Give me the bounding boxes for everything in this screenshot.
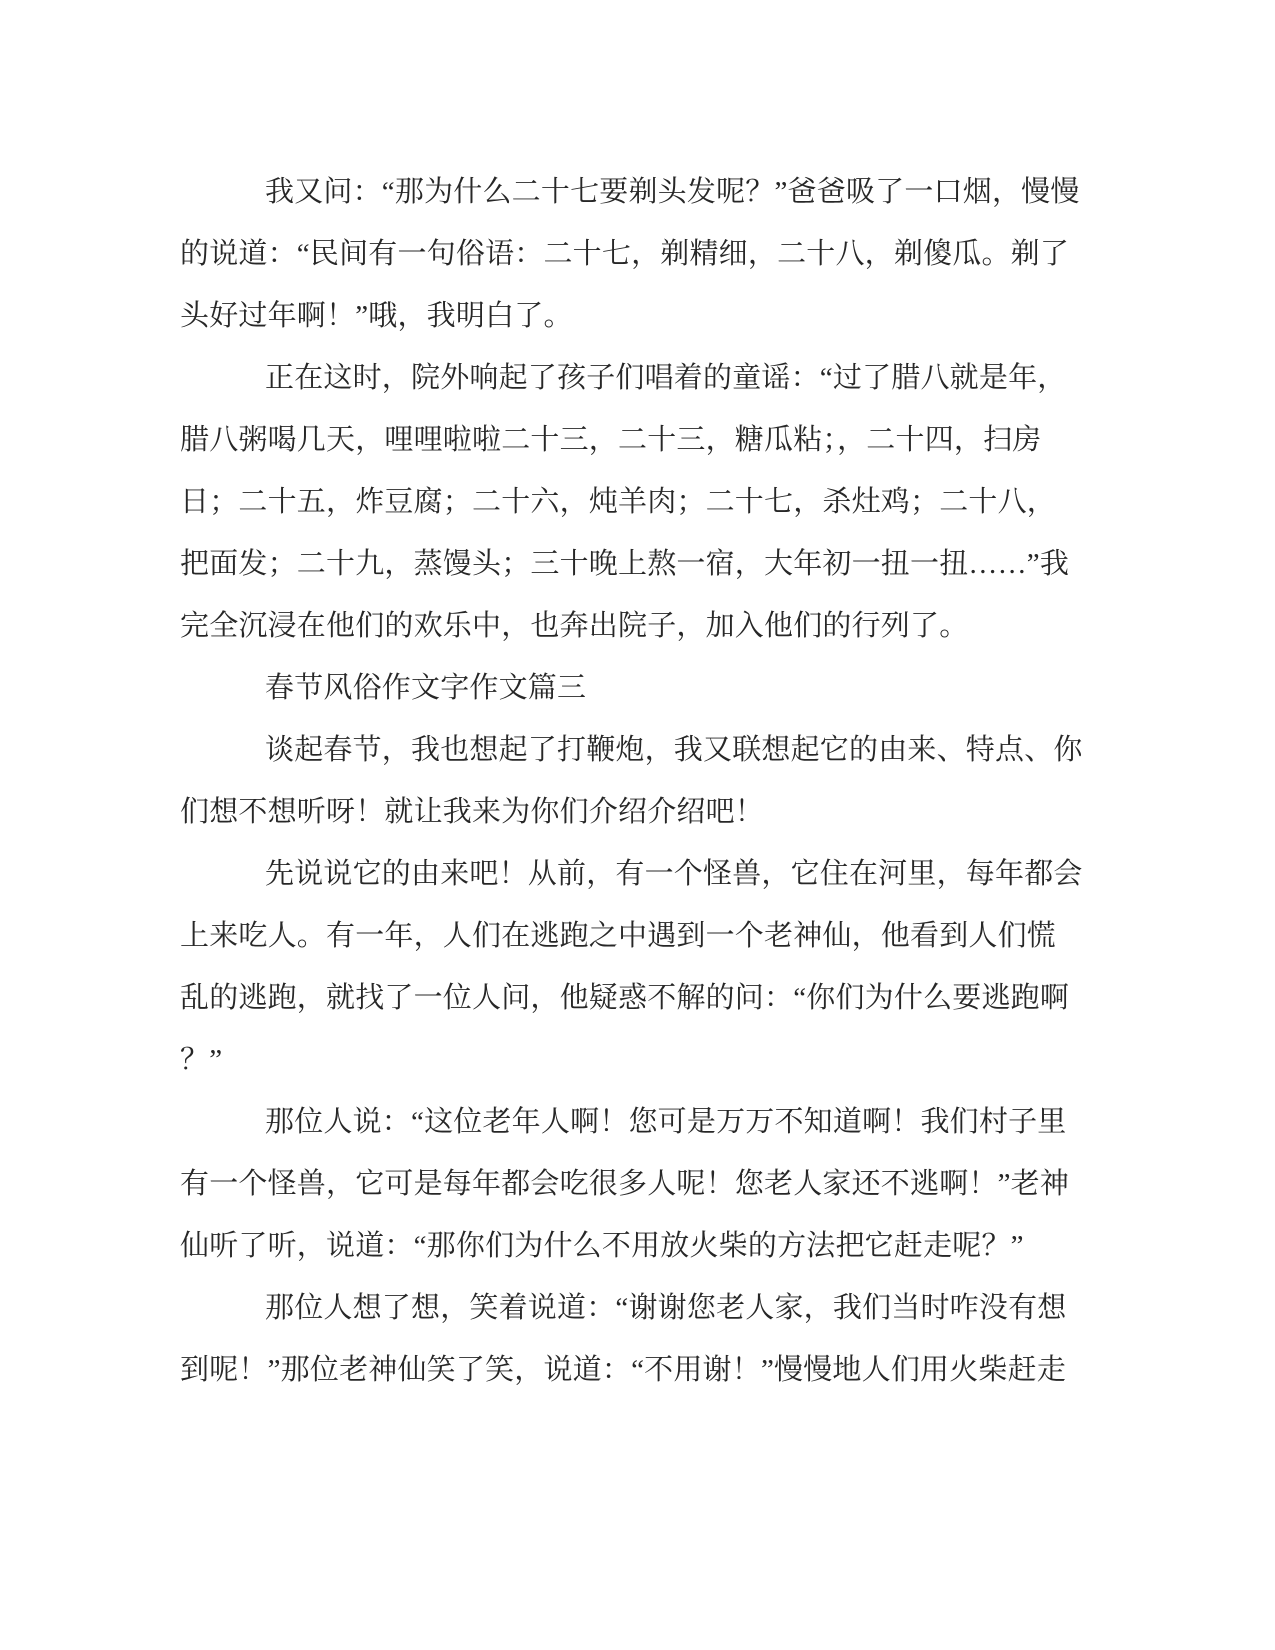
paragraph (180, 719, 1086, 843)
text-line: 我又问：“那为什么二十七要剃头发呢？”爸爸吸了一口烟，慢慢 (265, 176, 1080, 208)
text-line: 上来吃人。有一年，人们在逃跑之中遇到一个老神仙，他看到人们慌 (180, 920, 1057, 952)
text-line: 们想不想听呀！就让我来为你们介绍介绍吧！ (180, 796, 765, 828)
paragraph (180, 843, 1086, 1091)
text-line: 谈起春节，我也想起了打鞭炮，我又联想起它的由来、特点、你 (265, 734, 1083, 766)
text-line: 正在这时，院外响起了孩子们唱着的童谣：“过了腊八就是年， (265, 362, 1067, 394)
text-line: 先说说它的由来吧！从前，有一个怪兽，它住在河里，每年都会 (265, 858, 1083, 890)
text-line: 有一个怪兽，它可是每年都会吃很多人呢！您老人家还不逃啊！”老神 (180, 1168, 1070, 1200)
text-line: 腊八粥喝几天，哩哩啦啦二十三，二十三，糖瓜粘；，二十四，扫房 (180, 424, 1042, 456)
text-line: 头好过年啊！”哦，我明白了。 (180, 300, 573, 332)
text-line: 的说道：“民间有一句俗语：二十七，剃精细，二十八，剃傻瓜。剃了 (180, 238, 1070, 270)
paragraph (180, 347, 1086, 657)
text-line: 那位人说：“这位老年人啊！您可是万万不知道啊！我们村子里 (265, 1106, 1067, 1138)
text-line: 那位人想了想，笑着说道：“谢谢您老人家，我们当时咋没有想 (265, 1292, 1067, 1324)
text-line: ？” (180, 1044, 223, 1076)
text-line: 完全沉浸在他们的欢乐中，也奔出院子，加入他们的行列了。 (180, 610, 969, 642)
text-line: 把面发；二十九，蒸馒头；三十晚上熬一宿，大年初一扭一扭……”我 (180, 548, 1070, 580)
paragraph (180, 1277, 1086, 1401)
paragraph (180, 1091, 1086, 1277)
document-text-block (180, 161, 1086, 1401)
paragraph (180, 657, 1086, 719)
text-line: 日；二十五，炸豆腐；二十六，炖羊肉；二十七，杀灶鸡；二十八， (180, 486, 1057, 518)
text-line: 仙听了听，说道：“那你们为什么不用放火柴的方法把它赶走呢？” (180, 1230, 1024, 1262)
text-line: 乱的逃跑，就找了一位人问，他疑惑不解的问：“你们为什么要逃跑啊 (180, 982, 1070, 1014)
text-line: 春节风俗作文字作文篇三 (265, 672, 587, 704)
paragraph (180, 161, 1086, 347)
text-line: 到呢！”那位老神仙笑了笑，说道：“不用谢！”慢慢地人们用火柴赶走 (180, 1354, 1067, 1386)
